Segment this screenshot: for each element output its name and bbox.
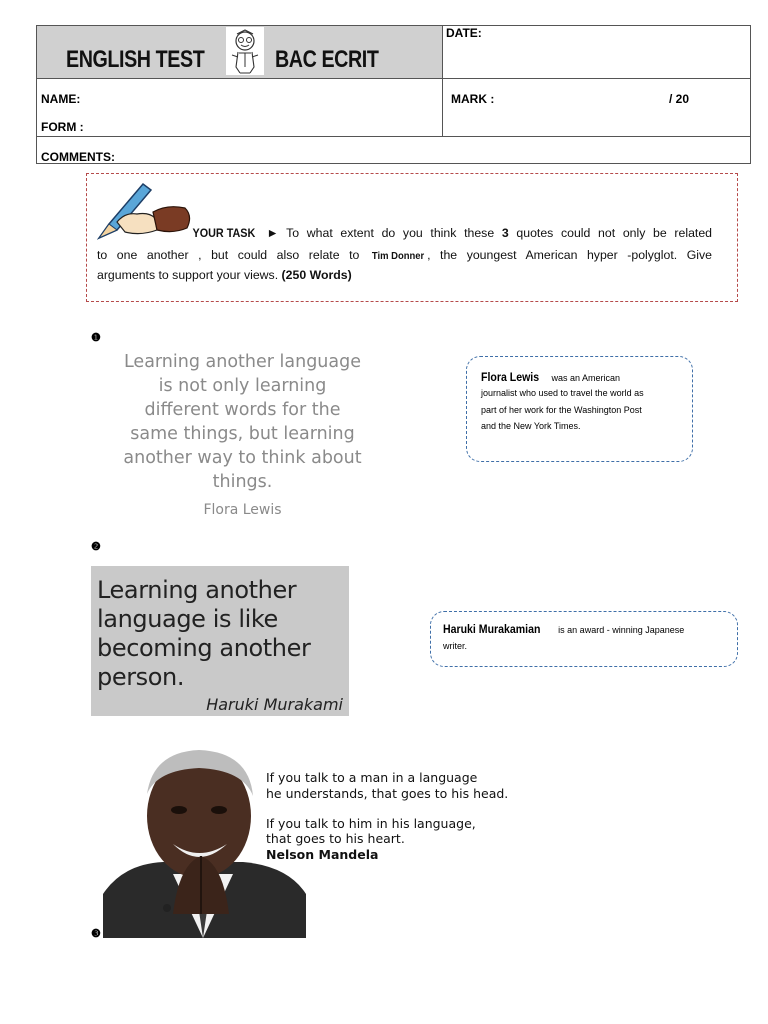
quote-author: Flora Lewis xyxy=(203,502,282,518)
quote-line: is not only learning xyxy=(158,376,327,396)
callout-line xyxy=(443,620,684,638)
student-cartoon-icon xyxy=(226,27,264,75)
row-divider xyxy=(37,78,750,79)
task-number: 3 xyxy=(501,226,509,240)
row-divider xyxy=(37,136,750,137)
title-english-test: ENGLISH TEST xyxy=(66,46,205,73)
quote-line: Learning another xyxy=(97,576,297,604)
quote-line: If you talk to him in his language, xyxy=(266,816,476,831)
quote-line: language is like xyxy=(97,605,278,633)
quote-line: same things, but learning xyxy=(130,424,355,444)
quote-line: Learning another language xyxy=(123,352,361,372)
quote-line: different words for the xyxy=(144,400,341,420)
callout-text: is an award - winning Japanese xyxy=(558,625,685,635)
task-line-2 xyxy=(97,248,712,262)
mark-label: MARK : xyxy=(451,92,495,106)
title-cell xyxy=(37,26,443,78)
quote-number-1: ❶ xyxy=(91,332,101,344)
quote-image-1 xyxy=(90,350,395,518)
mark-total: / 20 xyxy=(669,92,690,106)
callout-text: was an American xyxy=(551,373,621,383)
callout-name: Haruki Murakamian xyxy=(443,622,541,636)
quote-line: person. xyxy=(97,663,185,691)
quote-line: another way to think about xyxy=(123,448,362,468)
form-label: FORM : xyxy=(41,120,84,134)
header-table xyxy=(36,25,751,164)
quote-line: becoming another xyxy=(97,634,311,662)
col-divider xyxy=(442,78,443,136)
callout-line xyxy=(481,368,620,386)
arrow-icon: ► xyxy=(266,226,279,240)
quote-author: Nelson Mandela xyxy=(266,847,379,862)
name-label: NAME: xyxy=(41,92,81,106)
callout-haruki-murakami xyxy=(430,611,738,667)
word-count: (250 Words) xyxy=(281,268,352,282)
quote-number-2: ❷ xyxy=(91,541,101,553)
task-text: to one another , but could also relate to xyxy=(97,248,360,262)
title-bac-ecrit: BAC ECRIT xyxy=(275,46,379,73)
callout-flora-lewis xyxy=(466,356,693,462)
task-text: quotes could not only be related xyxy=(516,226,713,240)
task-text: To what extent do you think these xyxy=(286,226,495,240)
quote-line: If you talk to a man in a language xyxy=(266,770,478,785)
callout-text: journalist who used to travel the world as xyxy=(481,388,644,398)
task-heading: YOUR TASK xyxy=(192,226,256,240)
quote-line: he understands, that goes to his head. xyxy=(266,786,509,801)
quote-line: things. xyxy=(212,472,273,492)
task-line-1 xyxy=(97,226,712,240)
task-line-3 xyxy=(97,268,352,282)
quote-number-3: ❸ xyxy=(91,928,101,940)
callout-text: part of her work for the Washington Post xyxy=(481,405,642,415)
date-cell xyxy=(442,26,750,78)
task-name-tim-donner: Tim Donner xyxy=(371,250,425,262)
quote-line: that goes to his heart. xyxy=(266,831,405,846)
quote-author: Haruki Murakami xyxy=(206,695,343,714)
quote-image-2 xyxy=(91,566,349,716)
comments-label: COMMENTS: xyxy=(41,150,115,164)
task-text: arguments to support your views. xyxy=(97,268,279,282)
callout-text: writer. xyxy=(443,641,468,651)
date-label: DATE: xyxy=(446,26,482,40)
callout-name: Flora Lewis xyxy=(481,370,540,384)
callout-text: and the New York Times. xyxy=(481,421,581,431)
task-box xyxy=(86,173,738,302)
task-text: , the youngest American hyper -polyglot. Give xyxy=(427,248,712,262)
